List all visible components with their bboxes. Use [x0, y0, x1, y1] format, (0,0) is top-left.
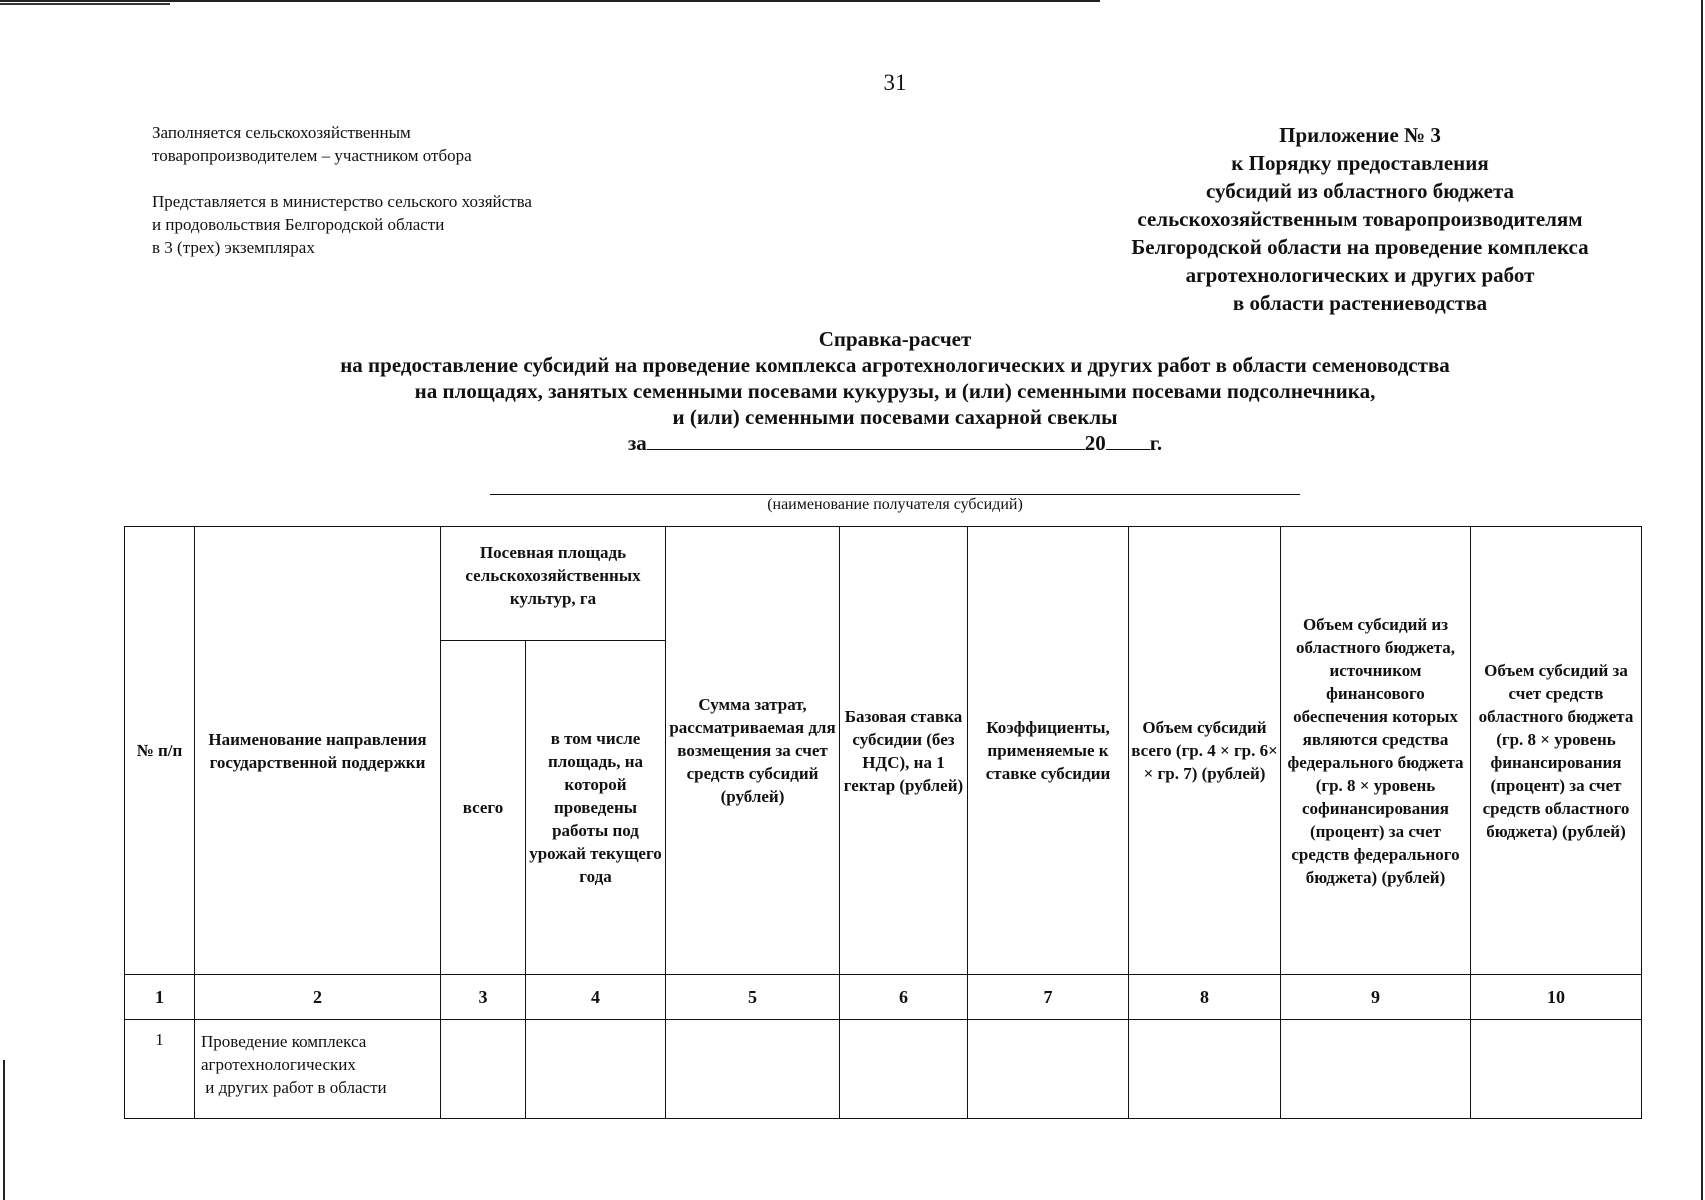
header-federal-volume: Объем субсидий из областного бюджета, источником финансового обеспечения которых являются средства федерального бюджета (гр. 8 × уровень софинансирования (процент) за счет средств федерального бюджета) (рублей) [1281, 527, 1471, 975]
column-number: 1 [125, 975, 195, 1020]
scan-edge-top [0, 0, 1100, 2]
scan-edge-right [1701, 0, 1703, 1200]
appendix-header [1060, 121, 1660, 317]
period-line [150, 430, 1640, 456]
row-name-line-2: агротехнологических [201, 1055, 356, 1074]
row-name-line-3: и других работ в области [201, 1078, 387, 1097]
cell-federal-volume[interactable] [1281, 1020, 1471, 1119]
column-numbers-row [125, 975, 1642, 1020]
cell-base-rate[interactable] [840, 1020, 968, 1119]
year-blank[interactable] [1106, 431, 1150, 450]
appendix-line-2: к Порядку предоставления [1231, 151, 1489, 175]
page-number: 31 [883, 70, 907, 95]
column-number: 5 [666, 975, 840, 1020]
appendix-line-3: субсидий из областного бюджета [1205, 179, 1515, 203]
header-total-volume: Объем субсидий всего (гр. 4 × гр. 6× × гр. 7) (рублей) [1129, 527, 1281, 975]
header-area-current-year: в том числе площадь, на которой проведены работы под урожай текущего года [526, 641, 666, 975]
submitted-to-note [152, 190, 532, 259]
scan-edge-top-mark [0, 3, 170, 5]
column-number: 3 [441, 975, 526, 1020]
appendix-line-7: в области растениеводства [1232, 291, 1488, 315]
column-number: 10 [1471, 975, 1642, 1020]
column-number: 6 [840, 975, 968, 1020]
header-row-1 [125, 527, 1642, 641]
header-area-total: всего [441, 641, 526, 975]
row-number: 1 [125, 1020, 195, 1119]
column-number: 8 [1129, 975, 1281, 1020]
filled-by-line-1: Заполняется сельскохозяйственным [152, 123, 411, 142]
recipient-caption: (наименование получателя субсидий) [767, 496, 1023, 513]
header-direction: Наименование направления государственной поддержки [195, 527, 441, 975]
submitted-to-line-3: в 3 (трех) экземплярах [152, 238, 315, 257]
row-direction-name [195, 1020, 441, 1119]
period-suffix: г. [1149, 431, 1163, 455]
appendix-line-1: Приложение № 3 [1279, 123, 1441, 147]
header-base-rate: Базовая ставка субсидии (без НДС), на 1 гектар (рублей) [840, 527, 968, 975]
calculation-table [124, 526, 1642, 1119]
column-number: 4 [526, 975, 666, 1020]
appendix-line-6: агротехнологических и других работ [1185, 263, 1535, 287]
filled-by-line-2: товаропроизводителем – участником отбора [152, 146, 472, 165]
period-blank[interactable] [647, 431, 1085, 450]
form-title-line-3: и (или) семенными посевами сахарной свеклы [672, 405, 1118, 429]
period-prefix: за [627, 431, 647, 455]
cell-area-total[interactable] [441, 1020, 526, 1119]
appendix-line-5: Белгородской области на проведение комплекса [1131, 235, 1589, 259]
cell-area-current-year[interactable] [526, 1020, 666, 1119]
cell-total-volume[interactable] [1129, 1020, 1281, 1119]
header-costs: Сумма затрат, рассматриваемая для возмещения за счет средств субсидий (рублей) [666, 527, 840, 975]
form-title-line-1: на предоставление субсидий на проведение комплекса агротехнологических и других работ в области семеноводства [340, 353, 1450, 377]
form-title [150, 326, 1640, 456]
appendix-line-4: сельскохозяйственным товаропроизводителям [1137, 207, 1583, 231]
header-num: № п/п [125, 527, 195, 975]
filled-by-note [152, 121, 472, 167]
header-regional-volume: Объем субсидий за счет средств областного бюджета (гр. 8 × уровень финансирования (процент) за счет средств областного бюджета) (рублей) [1471, 527, 1642, 975]
table-row [125, 1020, 1642, 1119]
column-number: 7 [968, 975, 1129, 1020]
period-year: 20 [1084, 431, 1106, 455]
submitted-to-line-1: Представляется в министерство сельского хозяйства [152, 192, 532, 211]
column-number: 9 [1281, 975, 1471, 1020]
cell-regional-volume[interactable] [1471, 1020, 1642, 1119]
form-title-line-2: на площадях, занятых семенными посевами кукурузы, и (или) семенными посевами подсолнечника, [414, 379, 1376, 403]
cell-costs[interactable] [666, 1020, 840, 1119]
row-name-line-1: Проведение комплекса [201, 1032, 367, 1051]
header-coefficients: Коэффициенты, применяемые к ставке субсидии [968, 527, 1129, 975]
submitted-to-line-2: и продовольствия Белгородской области [152, 215, 445, 234]
cell-coefficients[interactable] [968, 1020, 1129, 1119]
column-number: 2 [195, 975, 441, 1020]
form-heading: Справка-расчет [818, 327, 972, 351]
recipient-name-line[interactable] [490, 494, 1300, 495]
header-area-group: Посевная площадь сельскохозяйственных культур, га [441, 527, 666, 641]
scan-edge-left [3, 1060, 5, 1200]
